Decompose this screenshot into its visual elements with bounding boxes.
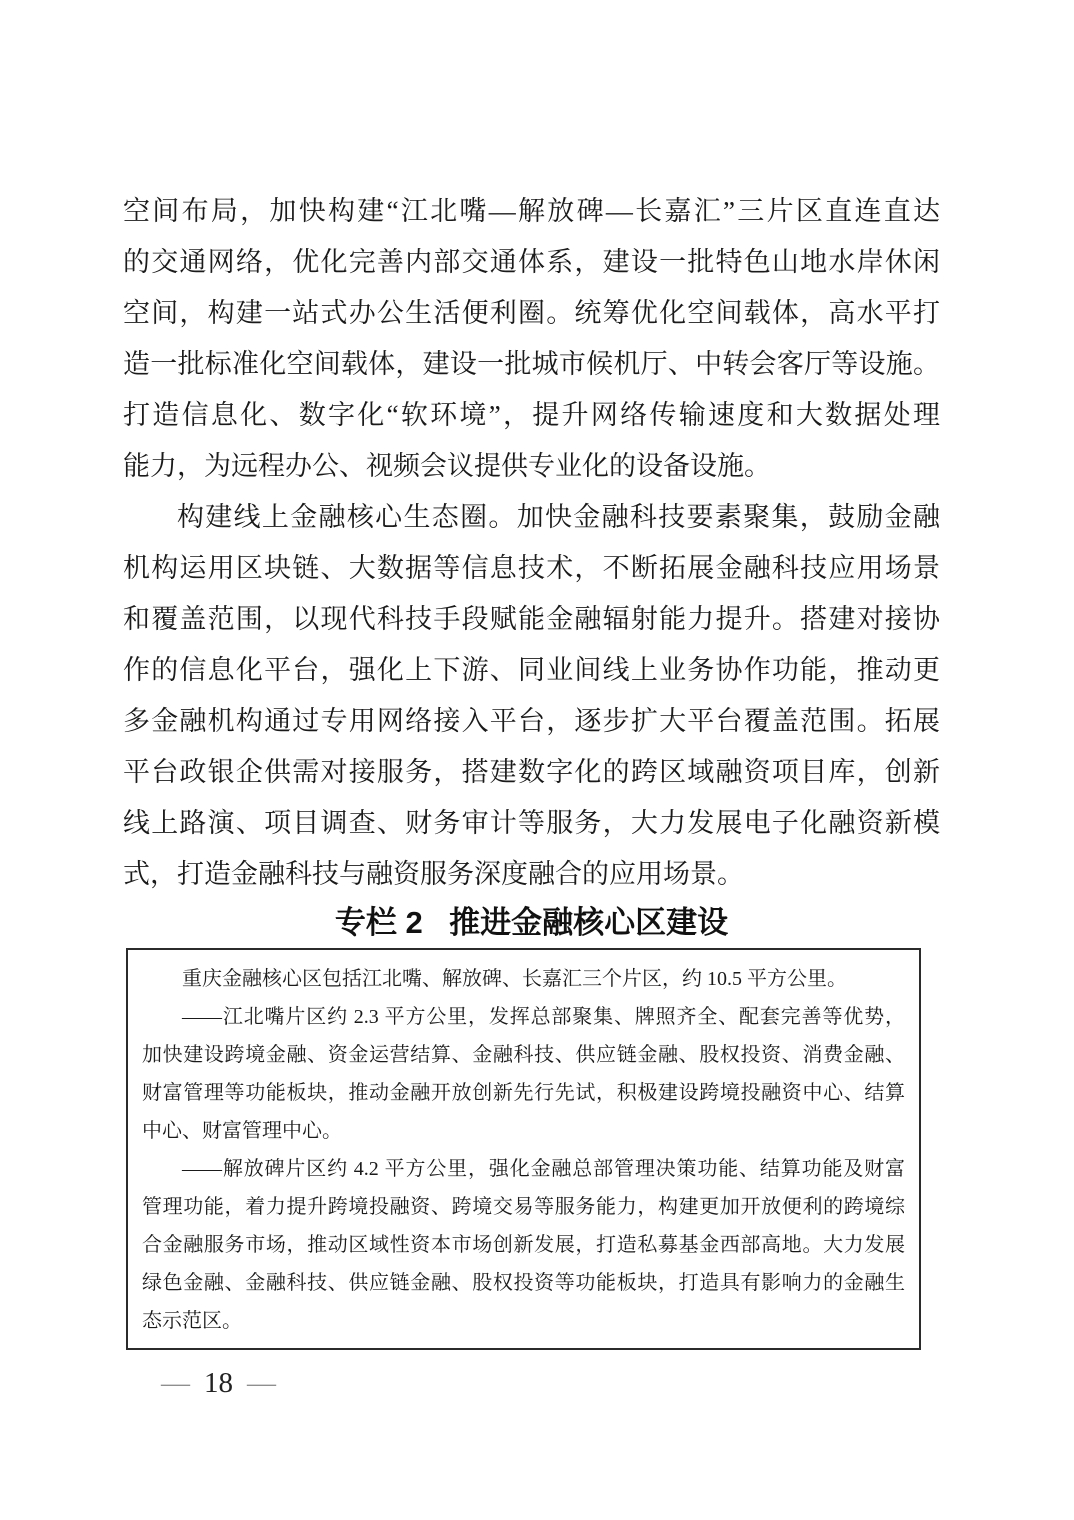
- text-line: 作的信息化平台，强化上下游、同业间线上业务协作功能，推动更: [123, 655, 940, 685]
- text-line: 加快建设跨境金融、资金运营结算、金融科技、供应链金融、股权投资、消费金融、: [142, 1044, 905, 1066]
- footer-dash-right: —: [247, 1367, 276, 1399]
- text-line: 财富管理等功能板块，推动金融开放创新先行先试，积极建设跨境投融资中心、结算: [142, 1082, 905, 1104]
- document-page: [123, 186, 940, 1400]
- body-paragraph-1: [123, 186, 940, 492]
- text-line: 态示范区。: [142, 1310, 242, 1332]
- box-paragraph-2: [142, 998, 905, 1150]
- text-line: 重庆金融核心区包括江北嘴、解放碑、长嘉汇三个片区，约 10.5 平方公里。: [182, 968, 847, 990]
- text-line: 管理功能，着力提升跨境投融资、跨境交易等服务能力，构建更加开放便利的跨境综: [142, 1196, 905, 1218]
- text-line: 造一批标准化空间载体，建设一批城市候机厅、中转会客厅等设施。: [123, 349, 940, 379]
- column-box: [126, 948, 921, 1350]
- text-line: 式，打造金融科技与融资服务深度融合的应用场景。: [123, 859, 744, 889]
- text-line: 空间布局，加快构建“江北嘴—解放碑—长嘉汇”三片区直连直达: [123, 196, 940, 226]
- page-number: 18: [204, 1367, 233, 1399]
- footer-dash-left: —: [161, 1367, 190, 1399]
- text-line: 能力，为远程办公、视频会议提供专业化的设备设施。: [123, 451, 771, 481]
- page-footer: [123, 1366, 940, 1400]
- text-line: 构建线上金融核心生态圈。加快金融科技要素聚集，鼓励金融: [177, 502, 940, 532]
- column-label: 专栏 2: [334, 905, 423, 940]
- text-line: 的交通网络，优化完善内部交通体系，建设一批特色山地水岸休闲: [123, 247, 940, 277]
- text-line: 平台政银企供需对接服务，搭建数字化的跨区域融资项目库，创新: [123, 757, 940, 787]
- text-line: 线上路演、项目调查、财务审计等服务，大力发展电子化融资新模: [123, 808, 940, 838]
- text-line: 打造信息化、数字化“软环境”，提升网络传输速度和大数据处理: [123, 400, 940, 430]
- text-line: 机构运用区块链、大数据等信息技术，不断拓展金融科技应用场景: [123, 553, 940, 583]
- text-line: 中心、财富管理中心。: [142, 1120, 342, 1142]
- text-line: ——江北嘴片区约 2.3 平方公里，发挥总部聚集、牌照齐全、配套完善等优势，: [182, 1006, 905, 1028]
- box-paragraph-1: [142, 960, 905, 998]
- text-line: 绿色金融、金融科技、供应链金融、股权投资等功能板块，打造具有影响力的金融生: [142, 1272, 905, 1294]
- text-line: 合金融服务市场，推动区域性资本市场创新发展，打造私募基金西部高地。大力发展: [142, 1234, 905, 1256]
- box-paragraph-3: [142, 1150, 905, 1340]
- text-line: 空间，构建一站式办公生活便利圈。统筹优化空间载体，高水平打: [123, 298, 940, 328]
- column-title: 推进金融核心区建设: [449, 905, 729, 940]
- text-line: 多金融机构通过专用网络接入平台，逐步扩大平台覆盖范围。拓展: [123, 706, 940, 736]
- body-paragraph-2: [123, 492, 940, 900]
- text-line: ——解放碑片区约 4.2 平方公里，强化金融总部管理决策功能、结算功能及财富: [182, 1158, 905, 1180]
- text-line: 和覆盖范围，以现代科技手段赋能金融辐射能力提升。搭建对接协: [123, 604, 940, 634]
- column-heading: [123, 902, 940, 944]
